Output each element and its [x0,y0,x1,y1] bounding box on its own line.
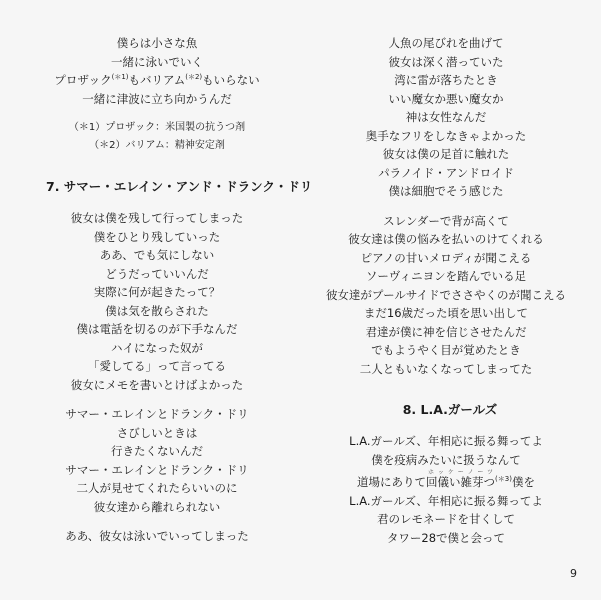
lyric-line: L.A.ガールズ、年相応に振る舞ってよ [349,434,543,448]
ruby-word [426,469,496,489]
lyric-line: 僕をひとり残していった [93,229,221,244]
footnote: （＊2）バリアム：精神安定剤 [89,140,225,151]
lyric-line: 彼女は僕の足首に触れた [382,147,510,161]
lyric-line: ああ、でも気にしない [99,248,215,262]
lyric-line: 彼女は深く潜っていた [388,54,504,69]
lyric-line: タワー28で僕と会って [386,530,506,545]
left-column [22,34,313,546]
lyric-line: 奥手なフリをしなきゃよかった [365,128,527,143]
page-number: 9 [570,567,577,580]
lyric-line: どうだっていいんだ [105,266,209,281]
verse-block [22,34,292,108]
lyric-line: 僕は細胞でそう感じた [388,184,504,198]
verse-block [22,405,292,516]
lyric-line: 行きたくないんだ [111,444,203,458]
lyric-line: 僕を疫病みたいに扱うなんて [371,452,521,467]
lyric-line [22,71,292,90]
lyric-line: 二人が見せてくれたらいいのに [76,481,238,495]
lyric-line: さびしいときは [116,425,198,440]
lyric-line: 実際に何が起きたって？ [93,285,221,299]
lyric-line: 神は女性なんだ [405,110,487,124]
footnote: （＊1）プロザック：米国製の抗うつ剤 [68,122,246,133]
lyric-line: 彼女達は僕の悩みを払いのけてくれる [348,232,544,246]
lyric-line: 僕らは小さな魚 [116,36,198,50]
lyric-fragment: 僕を [511,475,535,489]
lyric-line: L.A.ガールズ、年相応に振る舞ってよ [349,493,543,508]
lyric-line [311,469,581,492]
lyric-line: 彼女にメモを書いとけばよかった [70,377,244,392]
lyric-line: 僕は電話を切るのが下手なんだ [76,322,238,336]
footnote-mark: (＊1) [111,73,129,82]
lyric-line: 湾に雷が落ちたとき [394,73,498,87]
lyric-line: サマー・エレインとドランク・ドリ [65,462,249,477]
song-title: 7. サマー・エレイン・アンド・ドランク・ドリ [46,179,313,194]
lyric-fragment: プロザック [54,73,112,87]
lyric-line: 「愛してる」って言ってる [88,359,226,373]
verse-block [311,34,581,201]
lyric-line: 人魚の尾びれを曲げて [388,36,504,50]
ruby-reading: ホッケーノーツ [426,469,496,476]
lyric-line: ああ、彼女は泳いでいってしまった [65,529,249,543]
lyric-line: 君達が僕に神を信じさせたんだ [365,324,527,339]
verse-block [22,209,292,394]
lyric-fragment: 道場にありて [357,475,427,489]
lyric-line: でもようやく目が覚めたとき [371,343,521,357]
lyric-line: 彼女は僕を残して行ってしまった [70,211,244,225]
verse-block [22,527,292,546]
lyric-line: 僕は気を散らされた [105,303,209,318]
lyric-fragment: もバリアム [128,73,186,87]
right-column [311,34,581,547]
lyric-line: 彼女達がプールサイドでささやくのが聞こえる [325,287,567,302]
lyric-line: スレンダーで背が高くて [383,213,509,228]
ruby-base: 回儀い雑芽つ [426,475,496,489]
lyric-line: ピアノの甘いメロディが聞こえる [360,250,532,265]
lyric-line: ハイになった奴が [111,340,203,355]
lyric-line: ソーヴィニヨンを踏んでいる足 [365,269,527,283]
lyric-line: まだ16歳だった頃を思い出して [363,306,529,320]
lyric-line: サマー・エレインとドランク・ドリ [65,407,249,421]
lyric-line: パラノイド・アンドロイド [378,165,514,180]
lyric-line: 君のレモネードを甘くして [377,512,515,526]
footnote-mark: (＊2) [185,73,203,82]
lyric-line: 一緒に泳いでいく [111,54,203,69]
song-title: 8. L.A.ガールズ [402,402,498,417]
verse-block [311,212,581,379]
lyric-line: 一緒に津波に立ち向かうんだ [82,91,232,106]
footnote-mark: (＊3) [495,475,512,484]
lyric-line: いい魔女か悪い魔女か [388,91,504,106]
lyric-line: 彼女達から離れられない [93,499,221,514]
lyric-fragment: もいらない [202,73,260,87]
footnotes [22,119,292,155]
lyric-line: 二人ともいなくなってしまってた [359,361,533,376]
verse-block [311,432,581,547]
